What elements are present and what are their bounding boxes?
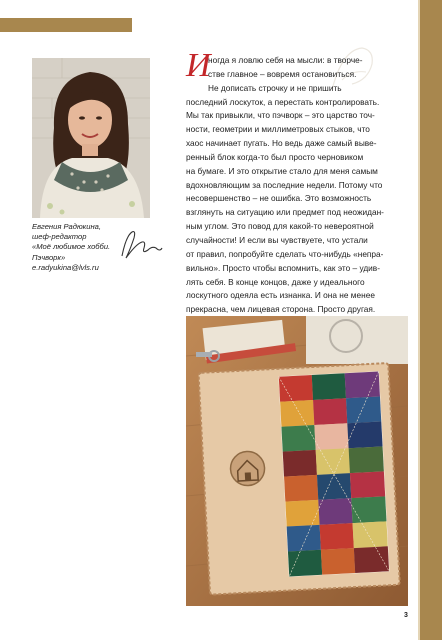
- page-edge-stripe: [418, 0, 442, 640]
- article-line: лять себя. В конце концов, даже у идеального: [186, 276, 365, 287]
- article-line: несовершенство – не ошибка. Это возможность: [186, 193, 372, 204]
- article-line: ногда я ловлю себя на мысли: в творче-: [208, 55, 363, 65]
- article-line: Не дописать строчку и не пришить: [208, 82, 342, 93]
- article-line: последний лоскуток, а перестать контролировать.: [186, 96, 380, 107]
- author-email[interactable]: e.radyukina@lvls.ru: [32, 262, 99, 272]
- author-magazine: «Моё любимое хобби.: [32, 242, 111, 252]
- article-line: лоскутного одеяла есть изнанка. И она не менее: [186, 290, 375, 301]
- header-accent-bar: [0, 18, 132, 32]
- editorial-article: [186, 54, 406, 317]
- article-dropcap: И: [186, 47, 211, 84]
- page-number: 3: [404, 612, 408, 619]
- author-portrait-illustration: [32, 58, 150, 218]
- quilted-cover-photo: [186, 316, 408, 606]
- article-line: ренный блок когда-то был просто черновиком: [186, 151, 364, 162]
- article-line: ности, геометрии и миллиметровых стыков, что: [186, 124, 370, 135]
- article-line: вдохновляющим за последние недели. Потому что: [186, 179, 383, 190]
- author-magazine-continued: Пэчворк»: [32, 252, 66, 262]
- article-line: Мы так привыкли, что пэчворк – это царство точ-: [186, 110, 375, 121]
- article-line: вильно». Просто чтобы вспомнить, как это – удив-: [186, 262, 380, 273]
- page-edge-stripe-highlight: [418, 0, 420, 640]
- article-line: взглянуть на ситуацию или предмет под неожидан-: [186, 207, 384, 218]
- author-signature: [116, 226, 166, 262]
- article-line: от правил, попробуйте сделать что-нибудь «непра-: [186, 248, 384, 259]
- article-line: хаос начинает пугать. Но ведь даже самый выве-: [186, 138, 377, 149]
- article-line: стве главное – вовремя остановиться.: [208, 68, 357, 79]
- article-line: прекрасна, чем лицевая сторона. Просто другая.: [186, 304, 376, 315]
- author-portrait: [32, 58, 150, 218]
- author-role: шеф-редактор: [32, 232, 87, 242]
- article-line: на бумаге. И это открытие стало для меня самым: [186, 165, 378, 176]
- author-name: Евгения Радюкина,: [32, 222, 101, 231]
- article-line: случайности! И если вы чувствуете, что устали: [186, 234, 368, 245]
- author-caption: [32, 222, 122, 273]
- article-line: ным углом. Это повод для какой-то невероятной: [186, 221, 374, 232]
- quilted-cover-illustration: [186, 316, 408, 606]
